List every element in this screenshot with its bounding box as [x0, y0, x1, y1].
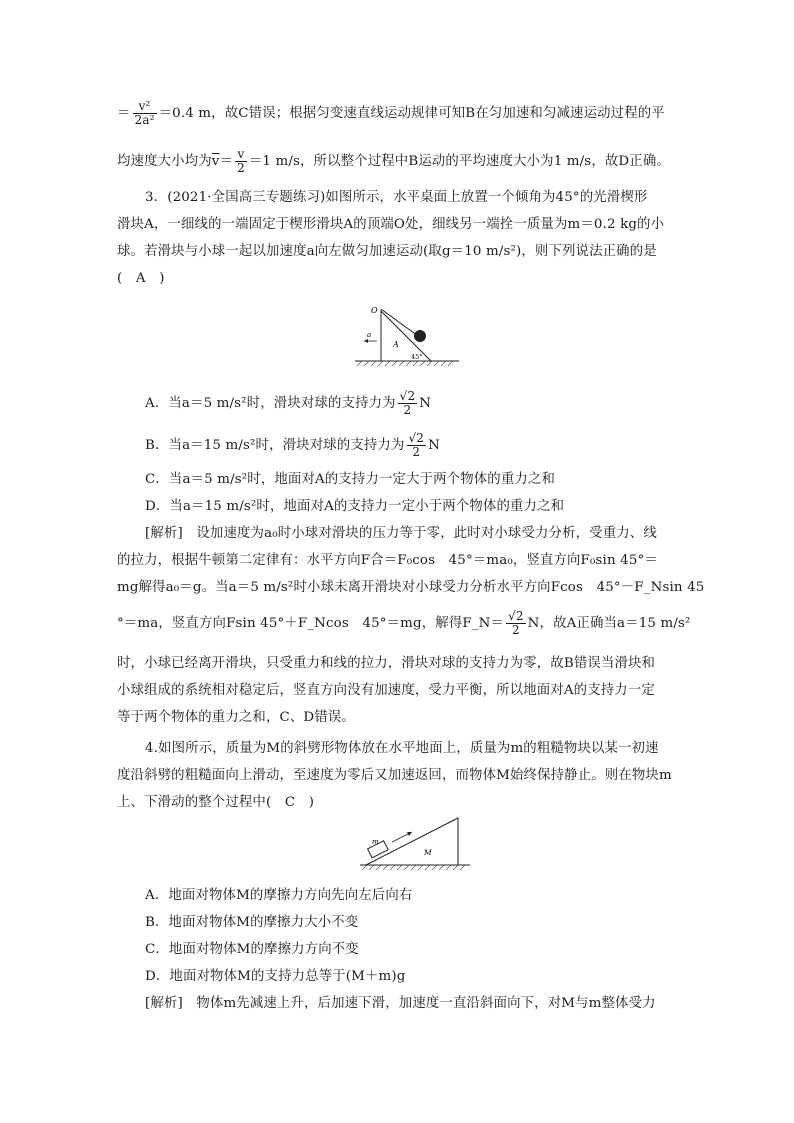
fraction — [235, 148, 247, 175]
q3-analysis-line-3: mg解得a₀＝g。当a＝5 m/s²时小球未离开滑块对小球受力分析水平方向Fcos 45°－F_Nsin 45 — [117, 580, 705, 595]
q4-stem-line-1: 4.如图所示，质量为M的斜劈形物体放在水平地面上，质量为m的粗糙物块以某一初速 — [145, 741, 659, 756]
q4-option-a: A．地面对物体M的摩擦力方向先向左后向右 — [145, 888, 413, 903]
fraction-numerator: v² — [133, 100, 157, 114]
fraction-numerator: √2 — [399, 389, 416, 403]
fraction — [133, 100, 157, 127]
text-line — [117, 99, 682, 127]
q3-analysis-line-6: 小球组成的系统相对稳定后，竖直方向没有加速度，受力平衡，所以地面对A的支持力一定 — [117, 683, 655, 698]
string-line — [381, 309, 418, 336]
ground-hatching — [362, 865, 465, 870]
text-span: ＝ — [219, 154, 234, 169]
fraction-numerator: √2 — [408, 431, 425, 445]
wedge-outline — [366, 818, 458, 865]
fraction-numerator: √2 — [508, 609, 524, 623]
text-span: ＝1 m/s，所以整个过程中B运动的平均速度大小为1 m/s，故D正确。 — [248, 154, 670, 169]
fraction-denominator: 2 — [237, 161, 245, 175]
q3-option-b — [145, 431, 710, 459]
fraction — [506, 610, 526, 637]
text-span: ＝0.4 m，故C错误；根据匀变速直线运动规律可知B在匀加速和匀减速运动过程的平 — [158, 106, 665, 121]
text-line — [117, 147, 682, 175]
ball — [414, 330, 426, 342]
q3-answer: ( A ) — [117, 271, 165, 286]
average-velocity-symbol: $\overline{v}$ — [211, 154, 220, 169]
text-span: °＝ma，竖直方向Fsin 45°＋F_Ncos 45°＝mg，解得F_N＝ — [117, 616, 505, 631]
text-span: N — [428, 438, 440, 453]
q3-analysis-line-2: 的拉力，根据牛顿第二定律有：水平方向F合＝F₀cos 45°＝ma₀，竖直方向F₀sin 45°＝ — [117, 553, 658, 568]
q3-analysis-line-5: 时，小球已经离开滑块，只受重力和线的拉力，滑块对球的支持力为零，故B错误当滑块和 — [117, 656, 656, 671]
label-angle: 45° — [411, 353, 423, 361]
ground-hatching — [357, 361, 453, 366]
text-span: N — [419, 396, 432, 411]
text-span: ＝ — [117, 106, 131, 121]
q3-option-c: C．当a＝5 m/s²时，地面对A的支持力一定大于两个物体的重力之和 — [145, 472, 555, 487]
q4-stem-line-3: 上、下滑动的整个过程中( C ) — [117, 795, 315, 810]
q3-stem-line-2: 滑块A，一细线的一端固定于楔形滑块A的顶端O处，细线另一端拴一质量为m＝0.2 kg的小 — [117, 217, 665, 232]
q4-incline-figure — [360, 815, 472, 875]
text-span: 均速度大小均为 — [117, 154, 212, 169]
label-a: a — [367, 331, 372, 339]
fraction — [398, 390, 418, 417]
label-o: O — [371, 306, 378, 315]
q4-option-c: C．地面对物体M的摩擦力方向不变 — [145, 942, 359, 957]
q3-analysis-line-1: [解析] 设加速度为a₀时小球对滑块的压力等于零，此时对小球受力分析，受重力、线 — [145, 526, 657, 541]
q3-option-d: D．当a＝15 m/s²时，地面对A的支持力一定小于两个物体的重力之和 — [145, 499, 565, 514]
label-m: m — [372, 838, 379, 846]
q3-analysis-line-4 — [117, 609, 691, 637]
text-span: N，故A正确当a＝15 m/s² — [527, 616, 691, 631]
fraction — [407, 432, 427, 459]
fraction-denominator: 2a² — [134, 113, 155, 127]
q3-analysis-line-7: 等于两个物体的重力之和，C、D错误。 — [117, 710, 355, 725]
q4-option-b: B．地面对物体M的摩擦力大小不变 — [145, 915, 359, 930]
fraction-denominator: 2 — [403, 403, 412, 417]
q3-option-a — [145, 389, 710, 417]
q4-analysis-line-1: [解析] 物体m先减速上升，后加速下滑，加速度一直沿斜面向下，对M与m整体受力 — [145, 996, 656, 1011]
fraction-denominator: 2 — [412, 445, 421, 459]
q4-option-d: D．地面对物体M的支持力总等于(M＋m)g — [145, 969, 406, 984]
label-A: A — [393, 340, 399, 349]
text-span: A．当a＝5 m/s²时，滑块对球的支持力为 — [145, 396, 396, 411]
label-M: M — [424, 848, 432, 857]
arrow-head-icon — [364, 339, 368, 343]
q3-wedge-figure — [355, 295, 460, 375]
fraction-numerator: v — [235, 148, 247, 162]
q4-stem-line-2: 度沿斜劈的粗糙面向上滑动，至速度为零后又加速返回，而物体M始终保持静止。则在物块m — [117, 768, 672, 783]
text-span: B．当a＝15 m/s²时，滑块对球的支持力为 — [145, 438, 405, 453]
q3-stem-line-3: 球。若滑块与小球一起以加速度a向左做匀加速运动(取g＝10 m/s²)，则下列说法正确的是 — [117, 244, 657, 259]
fraction-denominator: 2 — [511, 623, 520, 637]
q3-stem-line-1: 3．(2021·全国高三专题练习)如图所示，水平桌面上放置一个倾角为45°的光滑楔形 — [145, 190, 648, 205]
